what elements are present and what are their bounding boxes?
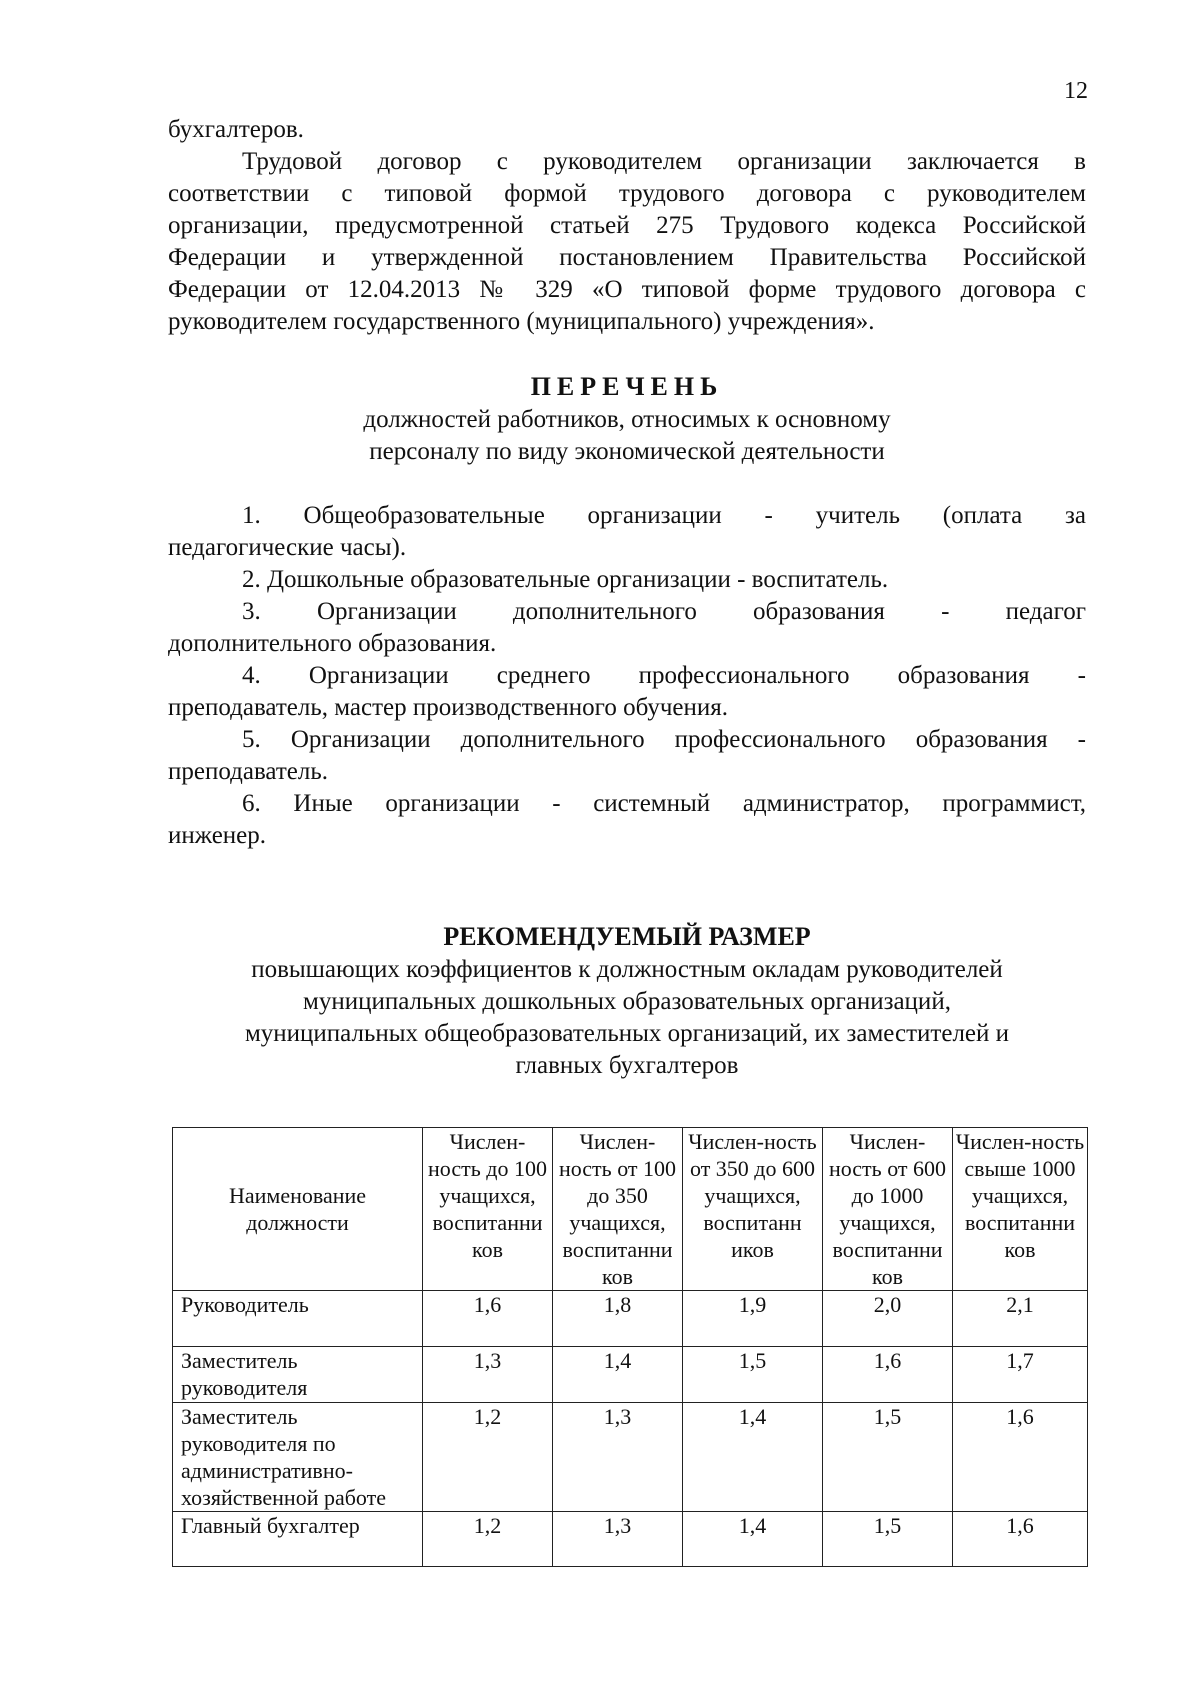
razmer-subtitle: главных бухгалтеров [515, 1052, 739, 1079]
row-value: 1,7 [953, 1347, 1088, 1403]
header-name: Наименование должности [173, 1128, 423, 1291]
row-value: 1,4 [553, 1347, 683, 1403]
table-row [173, 1403, 1088, 1512]
row-value: 1,8 [553, 1291, 683, 1347]
row-value: 1,5 [823, 1403, 953, 1512]
table-row [173, 1347, 1088, 1403]
row-value: 1,4 [683, 1512, 823, 1567]
razmer-title: РЕКОМЕНДУЕМЫЙ РАЗМЕР [443, 922, 811, 951]
table-row [173, 1512, 1088, 1567]
contract-line: Федерации и утвержденной постановлением Правительства Российской [168, 244, 1086, 271]
row-value: 1,3 [553, 1512, 683, 1567]
table-header-row [173, 1128, 1088, 1291]
header-col: Числен-ность от 600 до 1000 учащихся, воспитанни ков [823, 1128, 953, 1291]
perechen-subtitle: персоналу по виду экономической деятельности [369, 438, 885, 465]
list-item: 2. Дошкольные образовательные организации - воспитатель. [242, 566, 889, 593]
row-name: Руководитель [173, 1291, 423, 1347]
header-col: Числен-ность до 100 учащихся, воспитанни ков [423, 1128, 553, 1291]
contract-line: организации, предусмотренной статьей 275 Трудового кодекса Российской [168, 212, 1086, 239]
header-col: Числен-ность от 350 до 600 учащихся, воспитанн иков [683, 1128, 823, 1291]
row-value: 1,5 [823, 1512, 953, 1567]
row-name: Заместитель руководителя [173, 1347, 423, 1403]
row-value: 1,2 [423, 1512, 553, 1567]
list-item: 6. Иные организации - системный администратор, программист, инженер. [168, 790, 1086, 849]
contract-line: соответствии с типовой формой трудового договора с руководителем [168, 180, 1086, 207]
razmer-subtitle: повышающих коэффициентов к должностным окладам руководителей [251, 956, 1003, 983]
row-value: 1,6 [423, 1291, 553, 1347]
row-value: 1,6 [953, 1403, 1088, 1512]
positions-list [168, 500, 1086, 852]
document-body [168, 114, 1086, 1082]
row-value: 2,0 [823, 1291, 953, 1347]
list-item: 4. Организации среднего профессионального образования - преподаватель, мастер производственного обучения. [168, 662, 1086, 721]
header-col: Числен-ность свыше 1000 учащихся, воспитанни ков [953, 1128, 1088, 1291]
list-item: 3. Организации дополнительного образования - педагог дополнительного образования. [168, 598, 1086, 657]
row-value: 2,1 [953, 1291, 1088, 1347]
contract-line: руководителем государственного (муниципального) учреждения». [168, 308, 875, 335]
row-value: 1,9 [683, 1291, 823, 1347]
contract-paragraph [168, 146, 1086, 338]
row-value: 1,3 [553, 1403, 683, 1512]
list-item: 1. Общеобразовательные организации - учитель (оплата за педагогические часы). [168, 502, 1086, 561]
list-item: 5. Организации дополнительного профессионального образования - преподаватель. [168, 726, 1086, 785]
perechen-title: ПЕРЕЧЕНЬ [530, 372, 724, 401]
perechen-subtitle: должностей работников, относимых к основному [363, 406, 891, 433]
razmer-subtitle: муниципальных дошкольных образовательных организаций, [303, 988, 951, 1015]
razmer-subtitle: муниципальных общеобразовательных организаций, их заместителей и [244, 1020, 1010, 1047]
row-value: 1,2 [423, 1403, 553, 1512]
page-number: 12 [1064, 78, 1088, 104]
contract-line: Федерации от 12.04.2013 № 329 «О типовой форме трудового договора с [168, 276, 1086, 303]
row-value: 1,6 [953, 1512, 1088, 1567]
header-col: Числен-ность от 100 до 350 учащихся, воспитанни ков [553, 1128, 683, 1291]
intro-line: бухгалтеров. [168, 116, 304, 143]
row-value: 1,4 [683, 1403, 823, 1512]
row-name: Заместитель руководителя по административно-хозяйственной работе [173, 1403, 423, 1512]
row-name: Главный бухгалтер [173, 1512, 423, 1567]
contract-line: Трудовой договор с руководителем организации заключается в [242, 148, 1086, 175]
coefficients-table [172, 1127, 1088, 1567]
row-value: 1,6 [823, 1347, 953, 1403]
table-row [173, 1291, 1088, 1347]
row-value: 1,3 [423, 1347, 553, 1403]
row-value: 1,5 [683, 1347, 823, 1403]
